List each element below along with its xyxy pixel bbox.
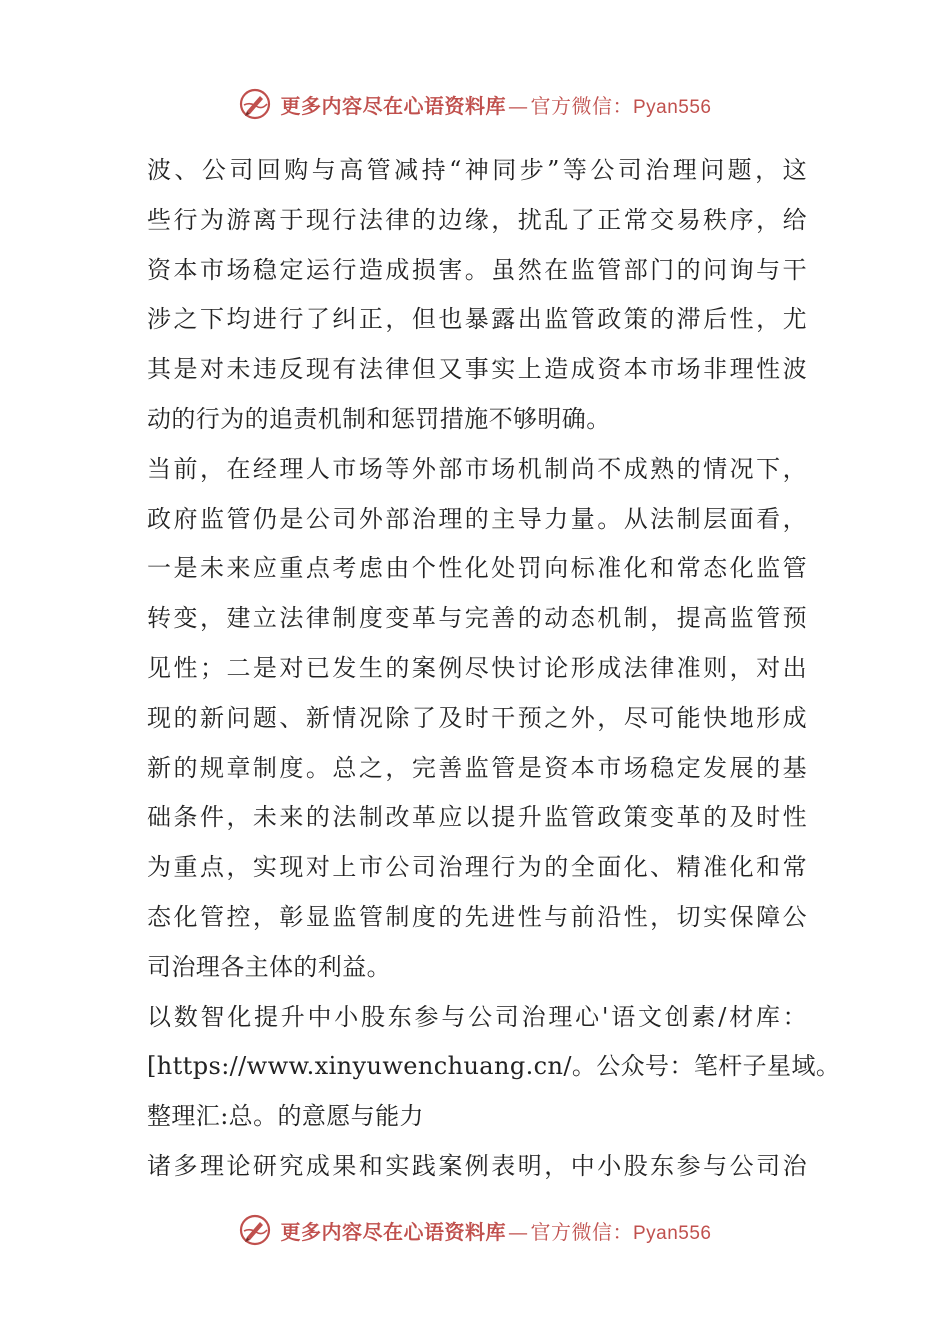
body-line: 一是未来应重点考虑由个性化处罚向标准化和常态化监管 bbox=[147, 554, 807, 583]
header-banner-text bbox=[280, 90, 711, 119]
body-line: 见性；二是对已发生的案例尽快讨论形成法律准则，对出 bbox=[147, 653, 807, 682]
body-line: 政府监管仍是公司外部治理的主导力量。从法制层面看， bbox=[147, 504, 807, 533]
body-line: 诸多理论研究成果和实践案例表明，中小股东参与公司治 bbox=[147, 1151, 807, 1180]
body-line: 些行为游离于现行法律的边缘，扰乱了正常交易秩序，给 bbox=[147, 205, 807, 234]
body-line: 涉之下均进行了纠正，但也暴露出监管政策的滞后性，尤 bbox=[147, 305, 807, 334]
header-banner bbox=[0, 84, 950, 124]
pen-logo-icon bbox=[238, 87, 272, 121]
header-site-name: 更多内容尽在心语资料库 bbox=[280, 93, 506, 118]
footer-wechat-label: 官方微信： bbox=[530, 1219, 633, 1244]
body-line: 以数智化提升中小股东参与公司治理心'语文创素/材库： bbox=[147, 1002, 807, 1031]
footer-site-name: 更多内容尽在心语资料库 bbox=[280, 1219, 506, 1244]
pen-logo-icon bbox=[238, 1213, 272, 1247]
body-line: 础条件，未来的法制改革应以提升监管政策变革的及时性 bbox=[147, 803, 807, 832]
footer-dash: — bbox=[507, 1219, 529, 1244]
body-line: 现的新问题、新情况除了及时干预之外，尽可能快地形成 bbox=[147, 703, 807, 732]
body-line-with-url: [https://www.xinyuwenchuang.cn/。公众号：笔杆子星域。 bbox=[147, 1052, 841, 1081]
header-wechat-label: 官方微信： bbox=[530, 93, 633, 118]
body-line: 波、公司回购与高管减持“神同步”等公司治理问题，这 bbox=[147, 156, 807, 184]
body-line: 整理汇:总。的意愿与能力 bbox=[147, 1102, 424, 1131]
body-line: 新的规章制度。总之，完善监管是资本市场稳定发展的基 bbox=[147, 753, 807, 782]
body-line: 转变，建立法律制度变革与完善的动态机制，提高监管预 bbox=[147, 604, 807, 633]
header-wechat-id: Pyan556 bbox=[632, 96, 712, 118]
footer-banner-text bbox=[280, 1216, 711, 1245]
footer-banner bbox=[0, 1210, 950, 1250]
body-line: 司治理各主体的利益。 bbox=[147, 952, 391, 981]
body-line: 态化管控，彰显监管制度的先进性与前沿性，切实保障公 bbox=[147, 902, 807, 931]
footer-wechat-id: Pyan556 bbox=[632, 1222, 712, 1244]
body-line: 资本市场稳定运行造成损害。虽然在监管部门的问询与干 bbox=[147, 255, 807, 284]
body-line: 其是对未违反现有法律但又事实上造成资本市场非理性波 bbox=[147, 355, 807, 384]
body-line: 动的行为的追责机制和惩罚措施不够明确。 bbox=[147, 404, 611, 433]
body-line: 当前，在经理人市场等外部市场机制尚不成熟的情况下， bbox=[147, 454, 807, 483]
header-dash: — bbox=[507, 93, 529, 118]
body-line: 为重点，实现对上市公司治理行为的全面化、精准化和常 bbox=[147, 853, 807, 882]
document-body bbox=[147, 146, 841, 1192]
